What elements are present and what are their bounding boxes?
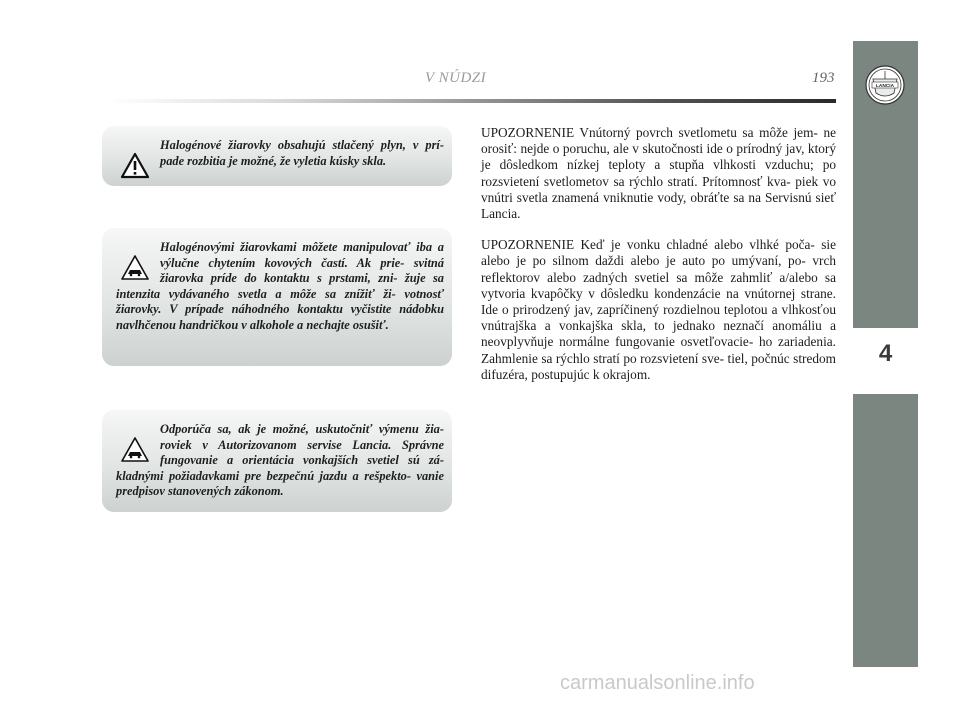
section-title: V NÚDZI: [425, 70, 487, 86]
chapter-number: 4: [878, 340, 893, 367]
watermark: carmanualsonline.info: [560, 672, 755, 694]
warning-box: [102, 228, 452, 366]
notes-column: [481, 125, 836, 398]
warning-box: [102, 126, 452, 186]
warning-triangle-icon: [120, 152, 150, 180]
note-paragraph: UPOZORNENIE Keď je vonku chladné alebo vlhké poča- sie alebo je po silnom daždi alebo je auto po umývaní, po- vrch reflektorov alebo zadných svetiel sa môže zahmliť a/alebo sa vytvoria kvapôčky v dôsledku kondenzácie na vnútornej strane. Ide o prirodzený jav, zapríčinený rozdielnou teplotou a vlhkosťou vnútrajška a vonkajška skla, to jednako neznačí anomáliu a neovplyvňuje normálne fungovanie osvetľovacie- ho zariadenia. Zahmlenie sa rýchlo stratí po rozsvietení sve- tiel, počnúc stredom difuzéra, postupujúc k okrajom.: [481, 237, 836, 382]
chapter-tab-bottom-rule: [853, 394, 918, 395]
warning-car-icon: [120, 254, 150, 282]
warning-text: Halogénové žiarovky obsahujú stlačený plyn, v prí- pade rozbitia je možné, že vyletia kúsky skla.: [160, 138, 444, 168]
warning-car-icon: [120, 436, 150, 464]
warning-text: Halogénovými žiarovkami môžete manipulovať iba a výlučne chytením kovových častí. Ak prie- svitná žiarovka príde do kontaktu s prstami, zni- žuje sa intenzita vydávaného svetla a môže sa znížiť ži- votnosť žiarovky. V prípade náhodného kontaktu vyčistite nádobku navlhčenou handričkou v alkohole a nechajte osušiť.: [116, 240, 444, 332]
warning-text: Odporúča sa, ak je možné, uskutočniť výmenu žia- roviek v Autorizovanom servise Lancia. Správne fungovanie a orientácia vonkajších svetiel sú zá- kladnými požiadavkami pre bezpečnú jazdu a rešpekto- vanie predpisov stanovených zákonom.: [116, 422, 444, 498]
page-number: 193: [812, 70, 835, 86]
logo-text: LANCIA: [875, 84, 895, 89]
chapter-tab-top-rule: [853, 327, 918, 328]
lancia-logo-icon: [865, 65, 905, 105]
note-paragraph: UPOZORNENIE Vnútorný povrch svetlometu sa môže jem- ne orosiť: nejde o poruchu, ale v skutočnosti ide o prírodný jav, ktorý je dôsledkom nízkej teploty a stupňa vlhkosti vzduchu; po rozsvietení svetlometov sa rýchlo stratí. Prítomnosť kva- piek vo vnútri svetla znamená vniknutie vody, obráťte sa na Servisnú sieť Lancia.: [481, 125, 836, 222]
header-rule: [108, 99, 836, 103]
warning-box: [102, 410, 452, 512]
